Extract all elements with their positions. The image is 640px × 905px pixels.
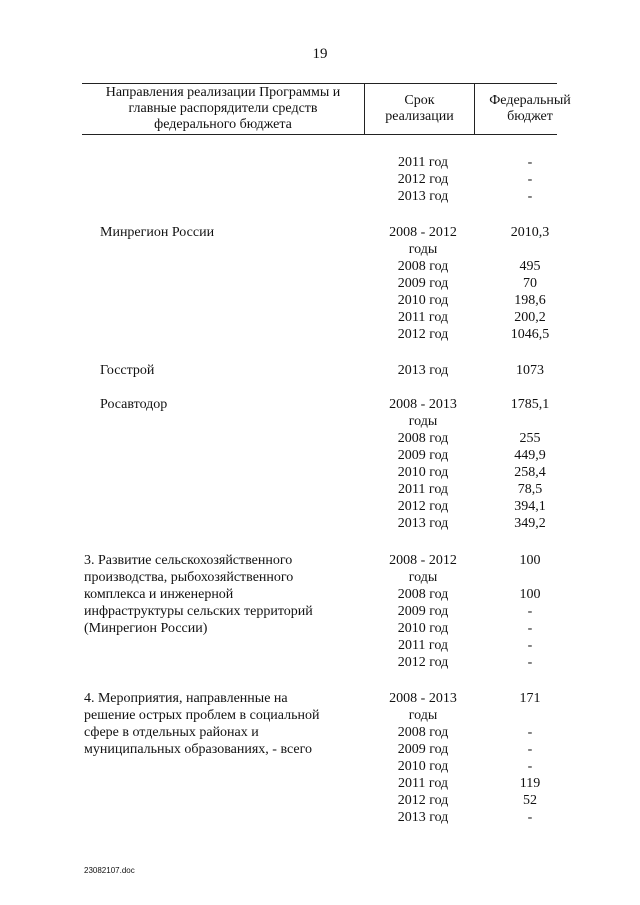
period-cell: 2008 год <box>397 431 449 446</box>
row-label: решение острых проблем в социальной <box>84 708 320 723</box>
table-header-bottom-border <box>82 134 557 135</box>
period-cell: 2012 год <box>397 499 449 514</box>
period-cell: 2012 год <box>397 172 449 187</box>
period-cell: 2009 год <box>397 276 449 291</box>
period-cell: 2008 - 2013 <box>389 691 457 706</box>
value-cell: - <box>527 621 533 636</box>
period-cell: 2011 год <box>397 638 449 653</box>
value-cell: 394,1 <box>514 499 546 514</box>
period-cell: 2009 год <box>397 742 449 757</box>
value-cell: 100 <box>519 553 541 568</box>
row-label: Госстрой <box>100 363 155 378</box>
value-cell: 198,6 <box>514 293 546 308</box>
value-cell: - <box>527 655 533 670</box>
period-cell: 2008 - 2013 <box>389 397 457 412</box>
period-cell: 2013 год <box>397 516 449 531</box>
value-cell: 171 <box>519 691 541 706</box>
value-cell: - <box>527 742 533 757</box>
row-label: 3. Развитие сельскохозяйственного <box>84 553 293 568</box>
value-cell: - <box>527 155 533 170</box>
row-label: Минрегион России <box>100 225 215 240</box>
period-cell: 2012 год <box>397 327 449 342</box>
table-top-border <box>82 83 557 84</box>
value-cell: 70 <box>523 276 537 291</box>
period-cell: 2011 год <box>397 155 449 170</box>
value-cell: 2010,3 <box>510 225 550 240</box>
value-cell: 449,9 <box>514 448 546 463</box>
period-cell: 2010 год <box>397 465 449 480</box>
period-cell: 2011 год <box>397 310 449 325</box>
value-cell: 119 <box>519 776 541 791</box>
value-cell: 52 <box>523 793 537 808</box>
value-cell: - <box>527 810 533 825</box>
value-cell: - <box>527 638 533 653</box>
period-cell: 2008 - 2012 <box>389 225 457 240</box>
period-cell: 2008 год <box>397 259 449 274</box>
period-cell: годы <box>408 708 438 723</box>
value-cell: 255 <box>519 431 541 446</box>
value-cell: 1046,5 <box>510 327 550 342</box>
value-cell: 100 <box>519 587 541 602</box>
period-cell: 2012 год <box>397 793 449 808</box>
period-cell: 2008 год <box>397 587 449 602</box>
period-cell: 2009 год <box>397 448 449 463</box>
period-cell: годы <box>408 570 438 585</box>
period-cell: 2012 год <box>397 655 449 670</box>
value-cell: - <box>527 604 533 619</box>
value-cell: - <box>527 759 533 774</box>
value-cell: 78,5 <box>517 482 543 497</box>
header-budget-line: бюджет <box>507 109 553 124</box>
period-cell: 2008 год <box>397 725 449 740</box>
header-directions-line: Направления реализации Программы и <box>105 85 341 100</box>
period-cell: годы <box>408 414 438 429</box>
period-cell: 2009 год <box>397 604 449 619</box>
value-cell: - <box>527 189 533 204</box>
period-cell: 2011 год <box>397 776 449 791</box>
period-cell: 2010 год <box>397 621 449 636</box>
header-period-line: реализации <box>385 109 454 124</box>
row-label: комплекса и инженерной <box>84 587 234 602</box>
row-label: сфере в отдельных районах и <box>84 725 259 740</box>
value-cell: 349,2 <box>514 516 546 531</box>
value-cell: - <box>527 725 533 740</box>
row-label: производства, рыбохозяйственного <box>84 570 294 585</box>
header-period-line: Срок <box>404 93 435 108</box>
period-cell: 2011 год <box>397 482 449 497</box>
value-cell: 1785,1 <box>510 397 550 412</box>
period-cell: 2013 год <box>397 810 449 825</box>
row-label: Росавтодор <box>100 397 168 412</box>
page-number: 19 <box>312 46 328 62</box>
row-label: 4. Мероприятия, направленные на <box>84 691 288 706</box>
row-label: муниципальных образованиях, - всего <box>84 742 312 757</box>
period-cell: 2013 год <box>397 189 449 204</box>
period-cell: 2010 год <box>397 759 449 774</box>
header-budget-line: Федеральный <box>489 93 571 108</box>
period-cell: 2010 год <box>397 293 449 308</box>
value-cell: 1073 <box>516 363 544 378</box>
period-cell: 2013 год <box>397 363 449 378</box>
header-directions <box>84 85 362 133</box>
column-divider <box>364 83 365 134</box>
row-label: (Минрегион России) <box>84 621 208 636</box>
value-cell: 258,4 <box>514 465 546 480</box>
column-divider <box>474 83 475 134</box>
header-directions-line: главные распорядители средств <box>128 101 318 116</box>
header-budget <box>476 93 584 125</box>
row-label: инфраструктуры сельских территорий <box>84 604 313 619</box>
value-cell: 200,2 <box>514 310 546 325</box>
period-cell: 2008 - 2012 <box>389 553 457 568</box>
value-cell: 495 <box>519 259 541 274</box>
period-cell: годы <box>408 242 438 257</box>
header-period <box>366 93 473 125</box>
footer-filename: 23082107.doc <box>84 866 135 875</box>
header-directions-line: федерального бюджета <box>154 117 292 132</box>
value-cell: - <box>527 172 533 187</box>
